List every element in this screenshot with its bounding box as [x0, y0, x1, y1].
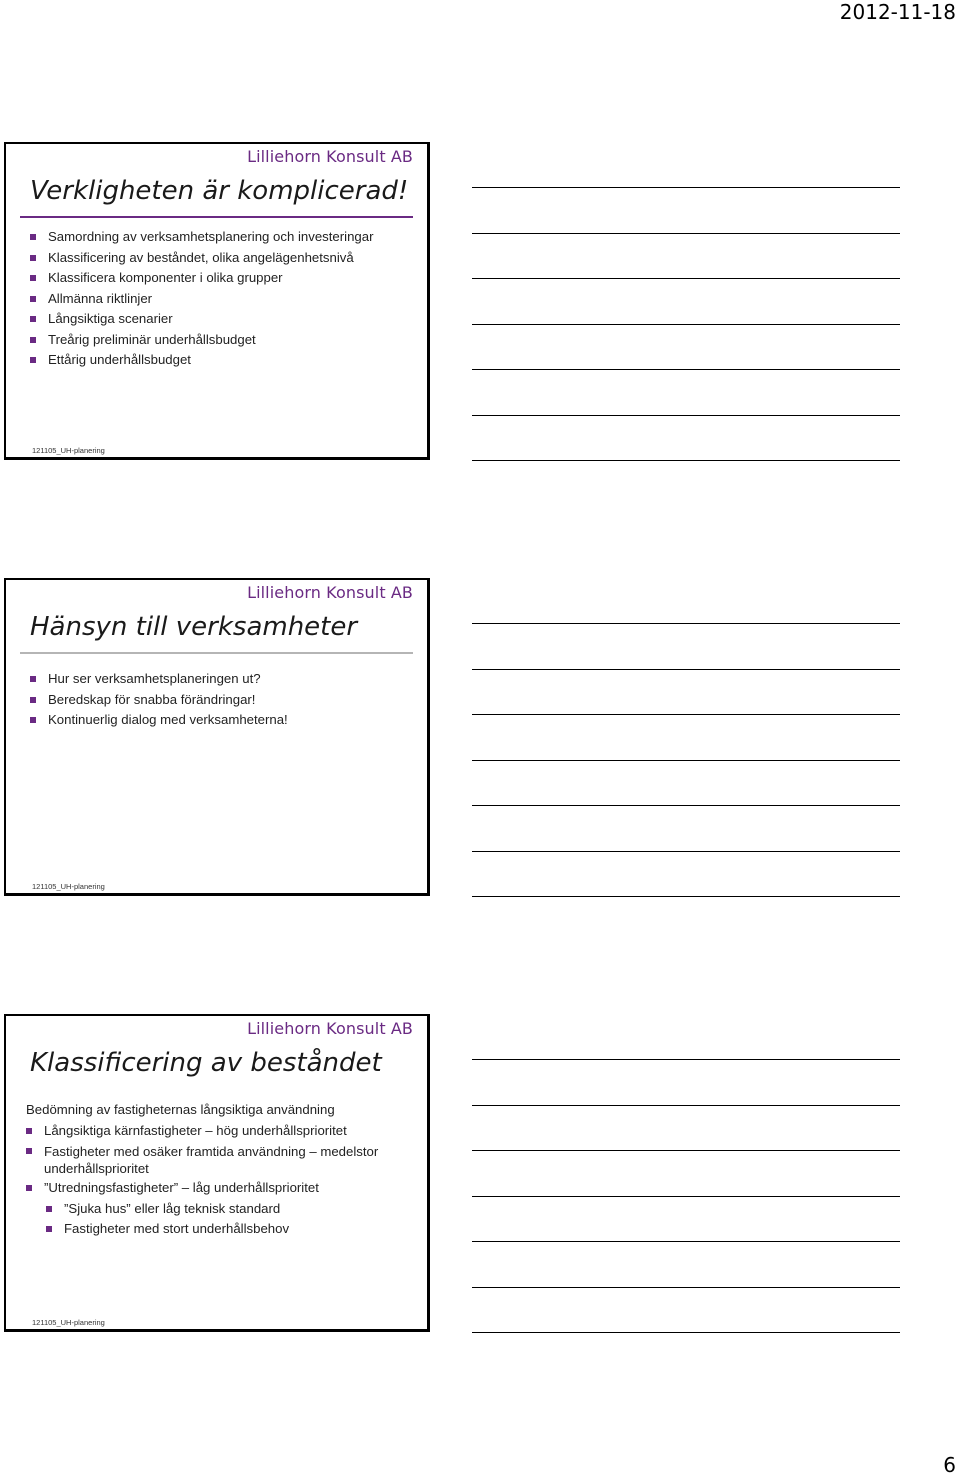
bullet-marker-icon: [26, 1185, 32, 1191]
note-line: [472, 1059, 900, 1060]
note-line: [472, 1241, 900, 1242]
slide-title: Hänsyn till verksamheter: [30, 612, 358, 642]
list-subitem: Fastigheter med stort underhållsbehov: [26, 1219, 417, 1240]
bullet-marker-icon: [30, 697, 36, 703]
bullet-marker-icon: [46, 1226, 52, 1232]
note-line: [472, 760, 900, 761]
note-line: [472, 851, 900, 852]
slide-footer: 121105_UH-planering: [32, 882, 105, 891]
note-line: [472, 896, 900, 897]
slide-3: [4, 1014, 430, 1332]
bullet-marker-icon: [26, 1128, 32, 1134]
list-intro: Bedömning av fastigheternas långsiktiga användning: [26, 1102, 335, 1117]
page-date: 2012-11-18: [839, 0, 956, 24]
page-number: 6: [943, 1453, 956, 1477]
bullet-marker-icon: [30, 676, 36, 682]
slide-footer: 121105_UH-planering: [32, 446, 105, 455]
bullet-marker-icon: [30, 255, 36, 261]
slide-company-name: Lilliehorn Konsult AB: [247, 583, 413, 602]
note-line: [472, 460, 900, 461]
note-line: [472, 1196, 900, 1197]
list-item: Klassificering av beståndet, olika angelägenhetsnivå: [30, 248, 417, 269]
note-line: [472, 669, 900, 670]
list-item: Fastigheter med osäker framtida användning – medelstor underhållsprioritet: [26, 1143, 417, 1177]
list-item: Ettårig underhållsbudget: [30, 350, 417, 371]
bullet-marker-icon: [30, 717, 36, 723]
note-line: [472, 623, 900, 624]
slide-title: Verkligheten är komplicerad!: [30, 176, 409, 206]
bullet-marker-icon: [30, 316, 36, 322]
note-line: [472, 278, 900, 279]
list-item: Kontinuerlig dialog med verksamheterna!: [30, 710, 417, 731]
bullet-list: [30, 227, 417, 371]
list-item: Samordning av verksamhetsplanering och investeringar: [30, 227, 417, 248]
note-line: [472, 369, 900, 370]
note-line: [472, 187, 900, 188]
note-line: [472, 714, 900, 715]
slide-title: Klassificering av beståndet: [30, 1048, 382, 1078]
bullet-list: [30, 669, 417, 731]
bullet-marker-icon: [30, 357, 36, 363]
note-line: [472, 324, 900, 325]
list-item: Beredskap för snabba förändringar!: [30, 690, 417, 711]
bullet-marker-icon: [46, 1206, 52, 1212]
slide-footer: 121105_UH-planering: [32, 1318, 105, 1327]
bullet-marker-icon: [30, 275, 36, 281]
slide-2: [4, 578, 430, 896]
note-line: [472, 1287, 900, 1288]
bullet-list: [26, 1100, 417, 1240]
list-item: ”Utredningsfastigheter” – låg underhållsprioritet: [26, 1178, 417, 1199]
note-line: [472, 1105, 900, 1106]
list-item: Klassificera komponenter i olika grupper: [30, 268, 417, 289]
slide-company-name: Lilliehorn Konsult AB: [247, 147, 413, 166]
note-line: [472, 415, 900, 416]
note-line: [472, 805, 900, 806]
list-subitem: ”Sjuka hus” eller låg teknisk standard: [26, 1199, 417, 1220]
list-item: Långsiktiga scenarier: [30, 309, 417, 330]
slide-title-rule: [20, 216, 413, 218]
slide-company-name: Lilliehorn Konsult AB: [247, 1019, 413, 1038]
bullet-marker-icon: [30, 296, 36, 302]
slide-title-rule: [20, 652, 413, 654]
slide-1: [4, 142, 430, 460]
note-line: [472, 233, 900, 234]
bullet-marker-icon: [30, 337, 36, 343]
bullet-marker-icon: [26, 1148, 32, 1154]
list-item: Långsiktiga kärnfastigheter – hög underhållsprioritet: [26, 1121, 417, 1142]
note-line: [472, 1150, 900, 1151]
list-item: Hur ser verksamhetsplaneringen ut?: [30, 669, 417, 690]
list-item: Allmänna riktlinjer: [30, 289, 417, 310]
note-line: [472, 1332, 900, 1333]
list-item: Treårig preliminär underhållsbudget: [30, 330, 417, 351]
bullet-marker-icon: [30, 234, 36, 240]
